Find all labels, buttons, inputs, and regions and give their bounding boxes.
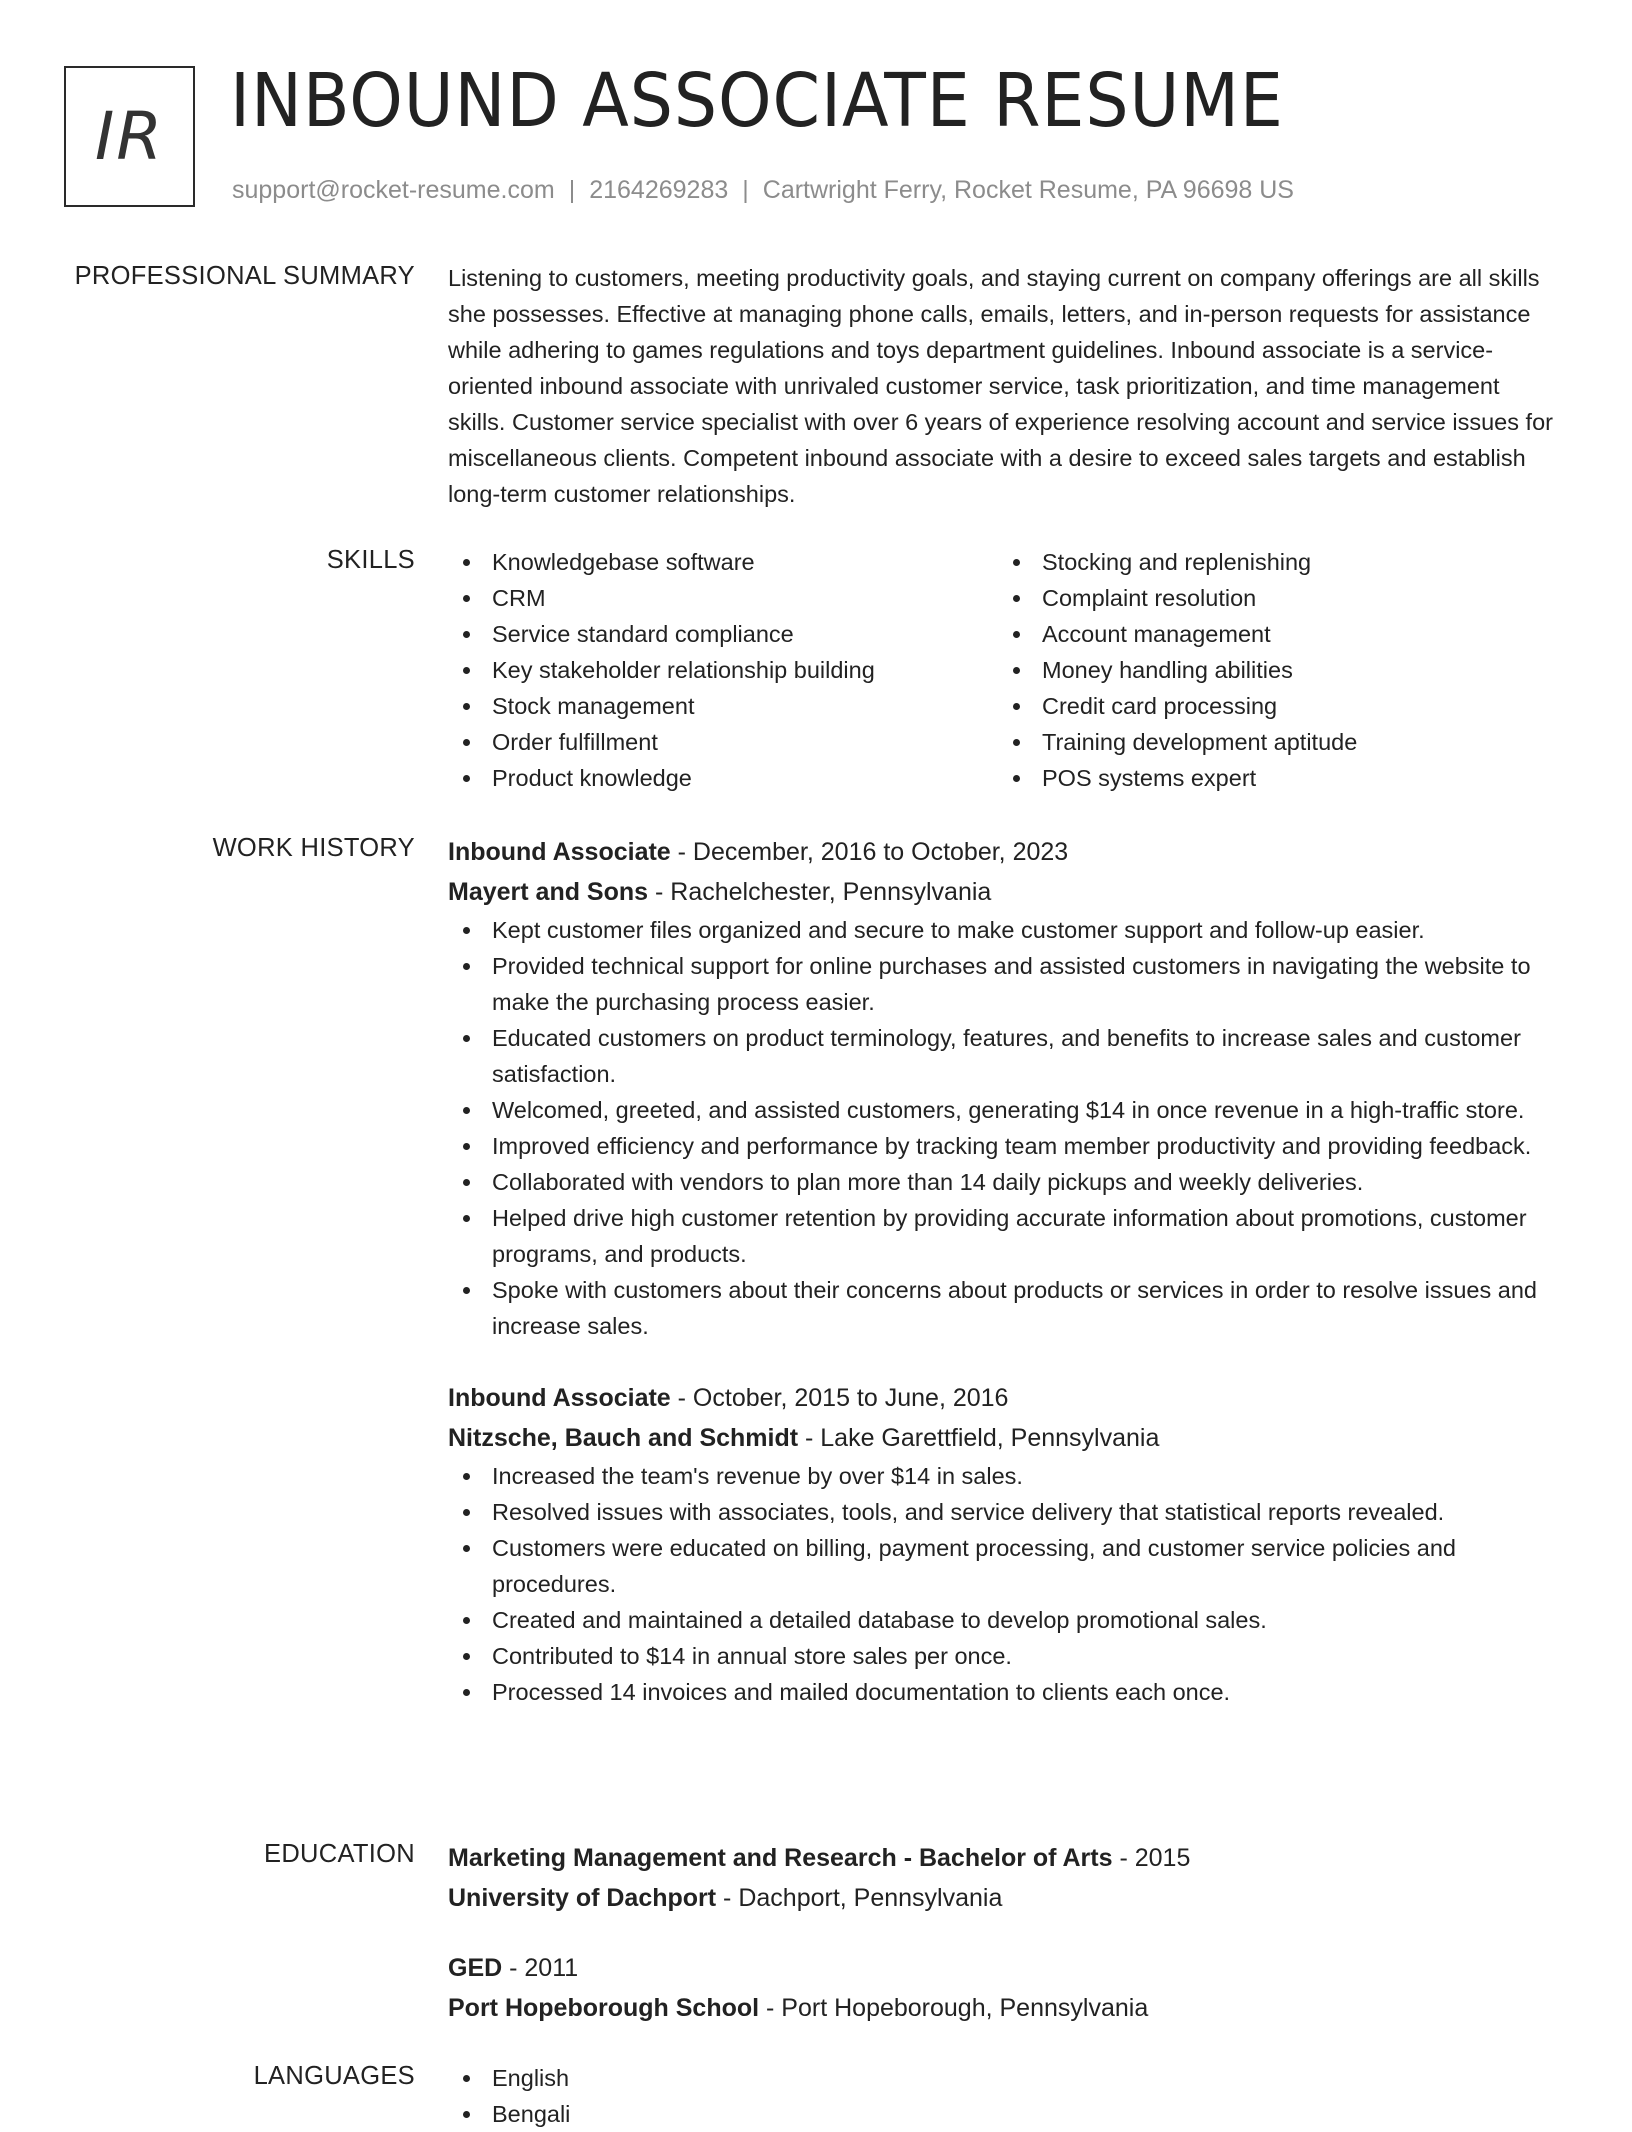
job-bullet: Provided technical support for online purchases and assisted customers in navigating the website to make the purchasing process easier. [448, 948, 1558, 1020]
degree-line [448, 1838, 1558, 1878]
skill-item: Stocking and replenishing [998, 544, 1558, 580]
language-item: English [448, 2060, 1558, 2096]
resume-header [64, 58, 1564, 216]
section-heading: PROFESSIONAL SUMMARY [74, 262, 415, 290]
job-bullet: Resolved issues with associates, tools, and service delivery that statistical reports revealed. [448, 1494, 1558, 1530]
job-title-line [448, 1378, 1558, 1418]
skill-item: Product knowledge [448, 760, 998, 796]
education-entry [448, 1838, 1558, 1918]
languages-list [448, 2060, 1558, 2132]
section-heading: SKILLS [326, 546, 415, 574]
school-line [448, 1878, 1558, 1918]
section-heading: WORK HISTORY [212, 834, 415, 862]
skills-list-left [448, 544, 998, 796]
job-company-line [448, 1418, 1558, 1458]
job-location: - Lake Garettfield, Pennsylvania [798, 1424, 1160, 1452]
skill-item: Training development aptitude [998, 724, 1558, 760]
skill-item: Stock management [448, 688, 998, 724]
skills-list-right [998, 544, 1558, 796]
skill-item: POS systems expert [998, 760, 1558, 796]
contact-line [232, 176, 1294, 205]
job-dates: - December, 2016 to October, 2023 [670, 838, 1069, 866]
school-line [448, 1988, 1558, 2028]
school: Port Hopeborough School [448, 1994, 760, 2022]
job-bullet: Spoke with customers about their concerns about products or services in order to resolve issues and increase sales. [448, 1272, 1558, 1344]
job-bullet: Customers were educated on billing, payment processing, and customer service policies and procedures. [448, 1530, 1558, 1602]
skill-item: Money handling abilities [998, 652, 1558, 688]
degree-year: - 2011 [502, 1954, 579, 1982]
school: University of Dachport [448, 1884, 717, 1912]
job-bullet: Processed 14 invoices and mailed documentation to clients each once. [448, 1674, 1558, 1710]
skill-item: Service standard compliance [448, 616, 998, 652]
school-location: - Port Hopeborough, Pennsylvania [759, 1994, 1149, 2022]
resume-title: INBOUND ASSOCIATE RESUME [230, 58, 1284, 144]
skill-item: Knowledgebase software [448, 544, 998, 580]
contact-phone[interactable]: 2164269283 [589, 176, 729, 204]
degree: GED [448, 1954, 503, 1982]
contact-separator: | [568, 176, 576, 204]
monogram-logo: IR [64, 66, 195, 207]
job-entry [448, 1378, 1558, 1710]
job-bullet: Welcomed, greeted, and assisted customers, generating $14 in once revenue in a high-traffic store. [448, 1092, 1558, 1128]
work-history-body [448, 832, 1558, 1710]
contact-email[interactable]: support@rocket-resume.com [232, 176, 555, 204]
job-bullet: Improved efficiency and performance by tracking team member productivity and providing feedback. [448, 1128, 1558, 1164]
job-bullet: Collaborated with vendors to plan more than 14 daily pickups and weekly deliveries. [448, 1164, 1558, 1200]
job-bullet: Educated customers on product terminology, features, and benefits to increase sales and customer satisfaction. [448, 1020, 1558, 1092]
job-dates: - October, 2015 to June, 2016 [670, 1384, 1009, 1412]
job-bullet: Created and maintained a detailed database to develop promotional sales. [448, 1602, 1558, 1638]
skill-item: Key stakeholder relationship building [448, 652, 998, 688]
job-company: Mayert and Sons [448, 878, 649, 906]
summary-text: Listening to customers, meeting productivity goals, and staying current on company offerings are all skills she possesses. Effective at managing phone calls, emails, letters, and in-person requests for assistance while adhering to games regulations and toys department guidelines. Inbound associate is a service-oriented inbound associate with unrivaled customer service, task prioritization, and time management skills. Customer service specialist with over 6 years of experience resolving account and service issues for miscellaneous clients. Competent inbound associate with a desire to exceed sales targets and establish long-term customer relationships. [448, 265, 1553, 507]
job-title-line [448, 832, 1558, 872]
section-heading: EDUCATION [264, 1840, 415, 1868]
contact-address: Cartwright Ferry, Rocket Resume, PA 96698 US [762, 176, 1294, 204]
skill-item: Complaint resolution [998, 580, 1558, 616]
school-location: - Dachport, Pennsylvania [716, 1884, 1003, 1912]
section-heading: LANGUAGES [253, 2062, 415, 2090]
job-title: Inbound Associate [448, 838, 671, 866]
degree: Marketing Management and Research - Bachelor of Arts [448, 1844, 1113, 1872]
skill-item: Credit card processing [998, 688, 1558, 724]
job-company: Nitzsche, Bauch and Schmidt [448, 1424, 799, 1452]
degree-year: - 2015 [1112, 1844, 1191, 1872]
degree-line [448, 1948, 1558, 1988]
languages-body [448, 2060, 1558, 2132]
education-body [448, 1838, 1558, 2028]
skill-item: CRM [448, 580, 998, 616]
skill-item: Account management [998, 616, 1558, 652]
job-bullet-list [448, 912, 1558, 1344]
job-bullet: Increased the team's revenue by over $14 in sales. [448, 1458, 1558, 1494]
skill-item: Order fulfillment [448, 724, 998, 760]
job-company-line [448, 872, 1558, 912]
job-bullet: Kept customer files organized and secure to make customer support and follow-up easier. [448, 912, 1558, 948]
contact-separator: | [742, 176, 749, 204]
job-entry [448, 832, 1558, 1344]
job-location: - Rachelchester, Pennsylvania [648, 878, 992, 906]
language-item: Bengali [448, 2096, 1558, 2132]
job-bullet-list [448, 1458, 1558, 1710]
job-bullet: Helped drive high customer retention by providing accurate information about promotions, customer programs, and products. [448, 1200, 1558, 1272]
job-bullet: Contributed to $14 in annual store sales per once. [448, 1638, 1558, 1674]
job-title: Inbound Associate [448, 1384, 671, 1412]
skills-columns [448, 544, 1558, 796]
education-entry [448, 1948, 1558, 2028]
